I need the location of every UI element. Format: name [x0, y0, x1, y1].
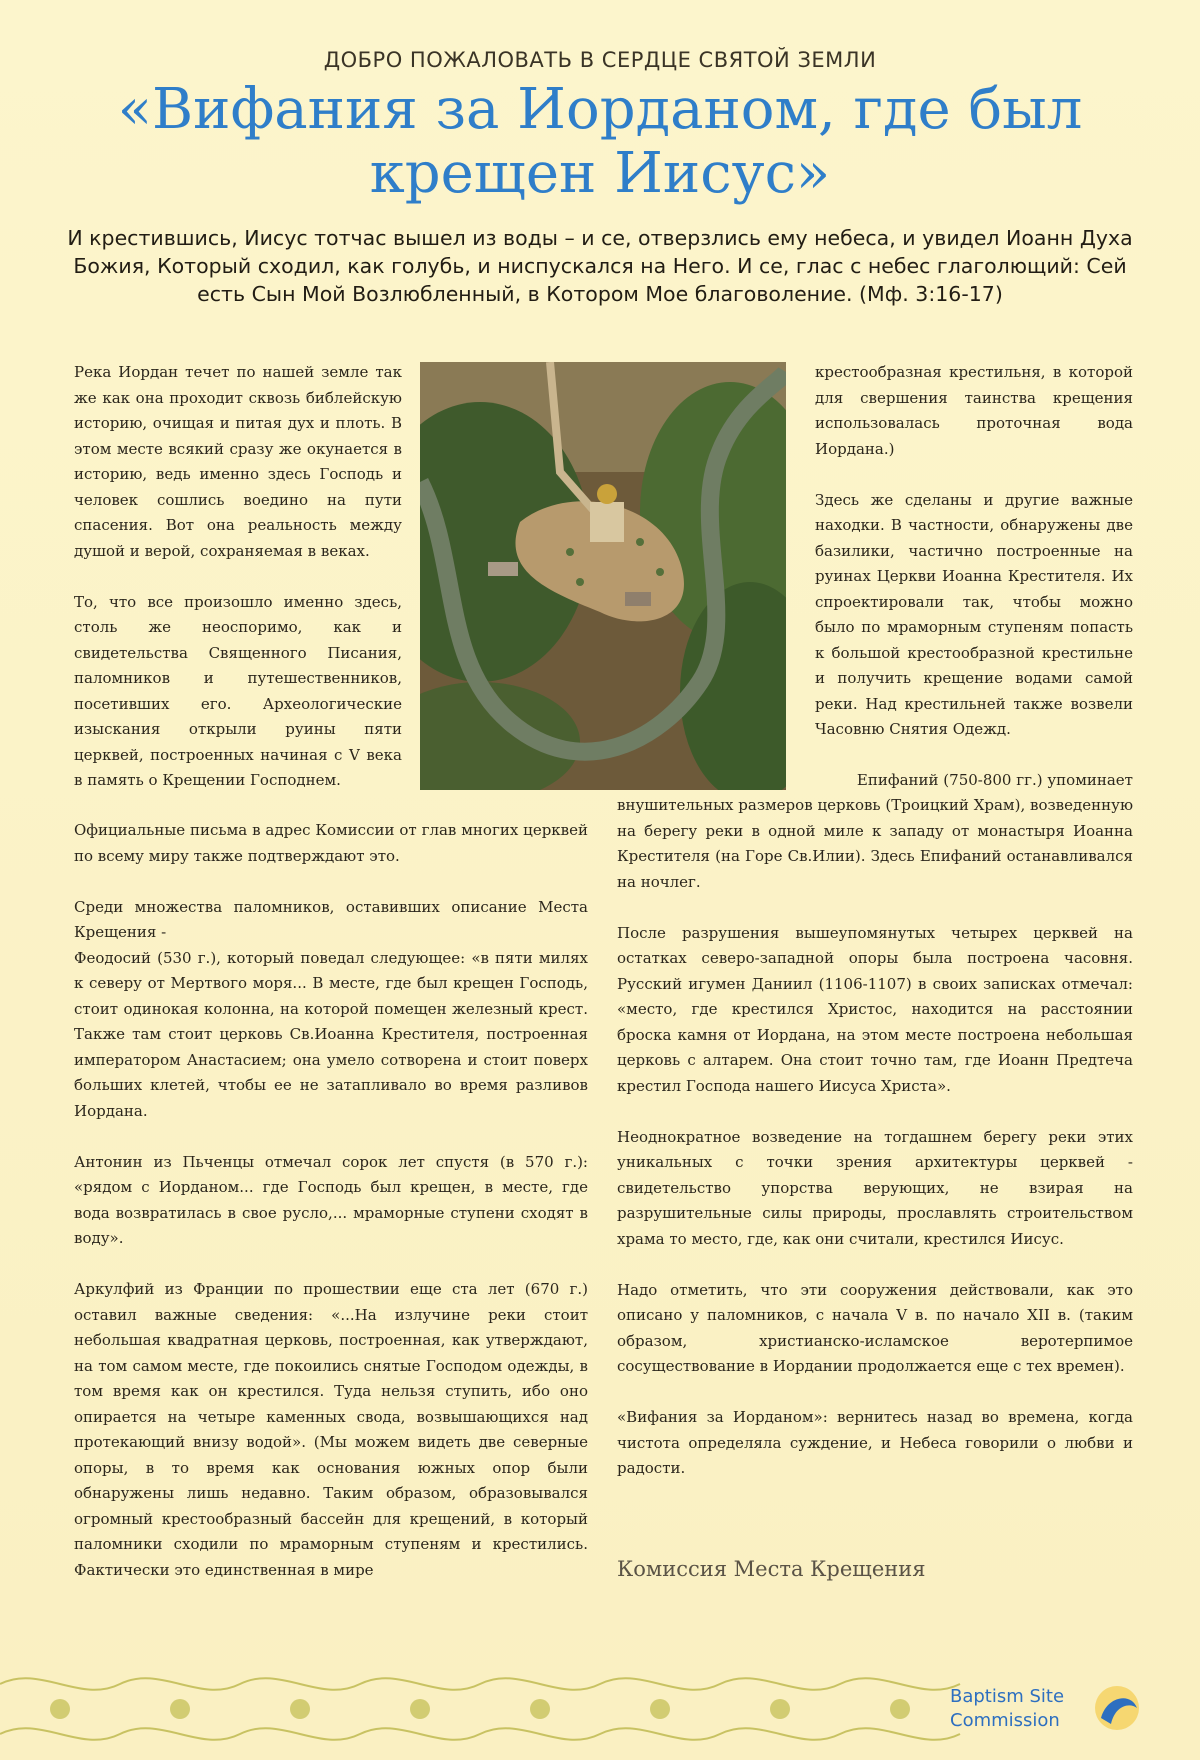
header-kicker: ДОБРО ПОЖАЛОВАТЬ В СЕРДЦЕ СВЯТОЙ ЗЕМЛИ	[323, 48, 877, 72]
right-paragraph-4: После разрушения вышеупомянутых четырех церквей на остатках северо-западной опоры была построена часовня. Русский игумен Даниил (1106-1107) в своих записках отмечал: «место, где крестился Христос, находится на расстоянии броска камня от Иордана, на этом месте построена небольшая церковь с алтарем. Она стоит точно там, где Иоанн Предтеча крестил Господа нашего Иисуса Христа».	[617, 923, 1133, 1095]
left-paragraph-3b: Феодосий (530 г.), который поведал следующее: «в пяти милях к северу от Мертвого моря... В месте, где был крещен Господь, стоит одинокая колонна, на которой помещен железный крест. Также там стоит церковь Св.Иоанна Крестителя, построенная императором Анастасием; она умело сотворена и стоит поверх больших клетей, чтобы ее не затапливало во время разливов Иордана.	[74, 948, 588, 1120]
right-paragraph-2: Здесь же сделаны и другие важные находки. В частности, обнаружены две базилики, частично построенные на руинах Церкви Иоанна Крестителя. Их спроектировали так, чтобы можно было по мраморным ступеням попасть к большой крестообразной крестильне и получить крещение водами самой реки. Над крестильней также возвели Часовню Снятия Одежд.	[815, 490, 1133, 738]
right-column-bottom	[617, 793, 1133, 1507]
left-column-top	[74, 360, 402, 794]
right-column-top	[815, 360, 1133, 794]
page-title: «Вифания за Иорданом, где был крещен Иисус»	[117, 77, 1083, 206]
left-paragraph-3a: Среди множества паломников, оставивших описание Места Крещения -	[74, 897, 588, 941]
right-paragraph-3-rest: внушительных размеров церковь (Троицкий Храм), возведенную на берегу реки в одной миле к западу от монастыря Иоанна Крестителя (на Горе Св.Илии). Здесь Епифаний останавливался на ночлег.	[617, 796, 1133, 891]
logo-text	[950, 1685, 1064, 1733]
right-paragraph-7: «Вифания за Иорданом»: вернитесь назад во времена, когда чистота определяла суждение, и Небеса говорили о любви и радости.	[617, 1408, 1133, 1477]
left-paragraph-1: Река Иордан течет по нашей земле так же как она проходит сквозь библейскую историю, очищая и питая дух и плоть. В этом месте всякий сразу же окунается в историю, ведь именно здесь Господь и человек сошлись воедино на пути спасения. Вот она реальность между душой и верой, сохраняемая в веках.	[74, 363, 402, 560]
left-paragraph-2: То, что все произошло именно здесь, столь же неоспоримо, как и свидетельства Священного Писания, паломников и путешественников, посетивших его. Археологические изыскания открыли руины пяти церквей, построенных начиная с V века в память о Крещении Господнем.	[74, 592, 402, 789]
signature: Комиссия Места Крещения	[617, 1557, 926, 1581]
right-paragraph-3-start: Епифаний (750-800 гг.) упоминает	[856, 771, 1133, 789]
left-paragraph-5: Аркулфий из Франции по прошествии еще ста лет (670 г.) оставил важные сведения: «...На излучине реки стоит небольшая квадратная церковь, построенная, как утверждают, на том самом месте, где покоились снятые Господом одежды, в том время как он крестился. Туда нельзя ступить, ибо оно опирается на четыре каменных свода, возвышающихся над протекающий внизу водой». (Мы можем видеть две северные опоры, в то время как основания южных опор были обнаружены лишь недавно. Таким образом, образовывался огромный крестообразный бассейн для крещений, в который паломники сходили по мраморным ступеням и крестились. Фактически это единственная в мире	[74, 1280, 588, 1579]
right-paragraph-6: Надо отметить, что эти сооружения действовали, как это описано у паломников, с начала V в. по начало XII в. (таким образом, христианско-исламское веротерпимое сосуществование в Иордании продолжается еще с тех времен).	[617, 1280, 1133, 1375]
right-paragraph-5: Неоднократное возведение на тогдашнем берегу реки этих уникальных с точки зрения архитектуры церквей - свидетельство упорства верующих, не взирая на разрушительные силы природы, прославлять строительством храма то место, где, как они считали, крестился Иисус.	[617, 1127, 1133, 1248]
aerial-photo	[420, 362, 786, 790]
left-column-bottom	[74, 818, 588, 1609]
left-paragraph-4: Антонин из Пьченцы отмечал сорок лет спустя (в 570 г.): «рядом с Иорданом... где Господь был крещен, в месте, где вода возвратилась в свое русло,... мраморные ступени сходят в воду».	[74, 1152, 588, 1247]
left-paragraph-2-cont: Официальные письма в адрес Комиссии от глав многих церквей по всему миру также подтверждают это.	[74, 821, 588, 865]
scripture-quote: И крестившись, Иисус тотчас вышел из воды – и се, отверзлись ему небеса, и увидел Иоанн Духа Божия, Который сходил, как голубь, и ниспускался на Него. И се, глас с небес глаголющий: Сей есть Сын Мой Возлюбленный, в Котором Мое благоволение. (Мф. 3:16-17)	[67, 226, 1133, 306]
right-paragraph-1: крестообразная крестильня, в которой для свершения таинства крещения использовалась проточная вода Иордана.)	[815, 363, 1133, 458]
logo-line-2: Commission	[950, 1710, 1060, 1731]
logo-line-1: Baptism Site	[950, 1686, 1065, 1707]
